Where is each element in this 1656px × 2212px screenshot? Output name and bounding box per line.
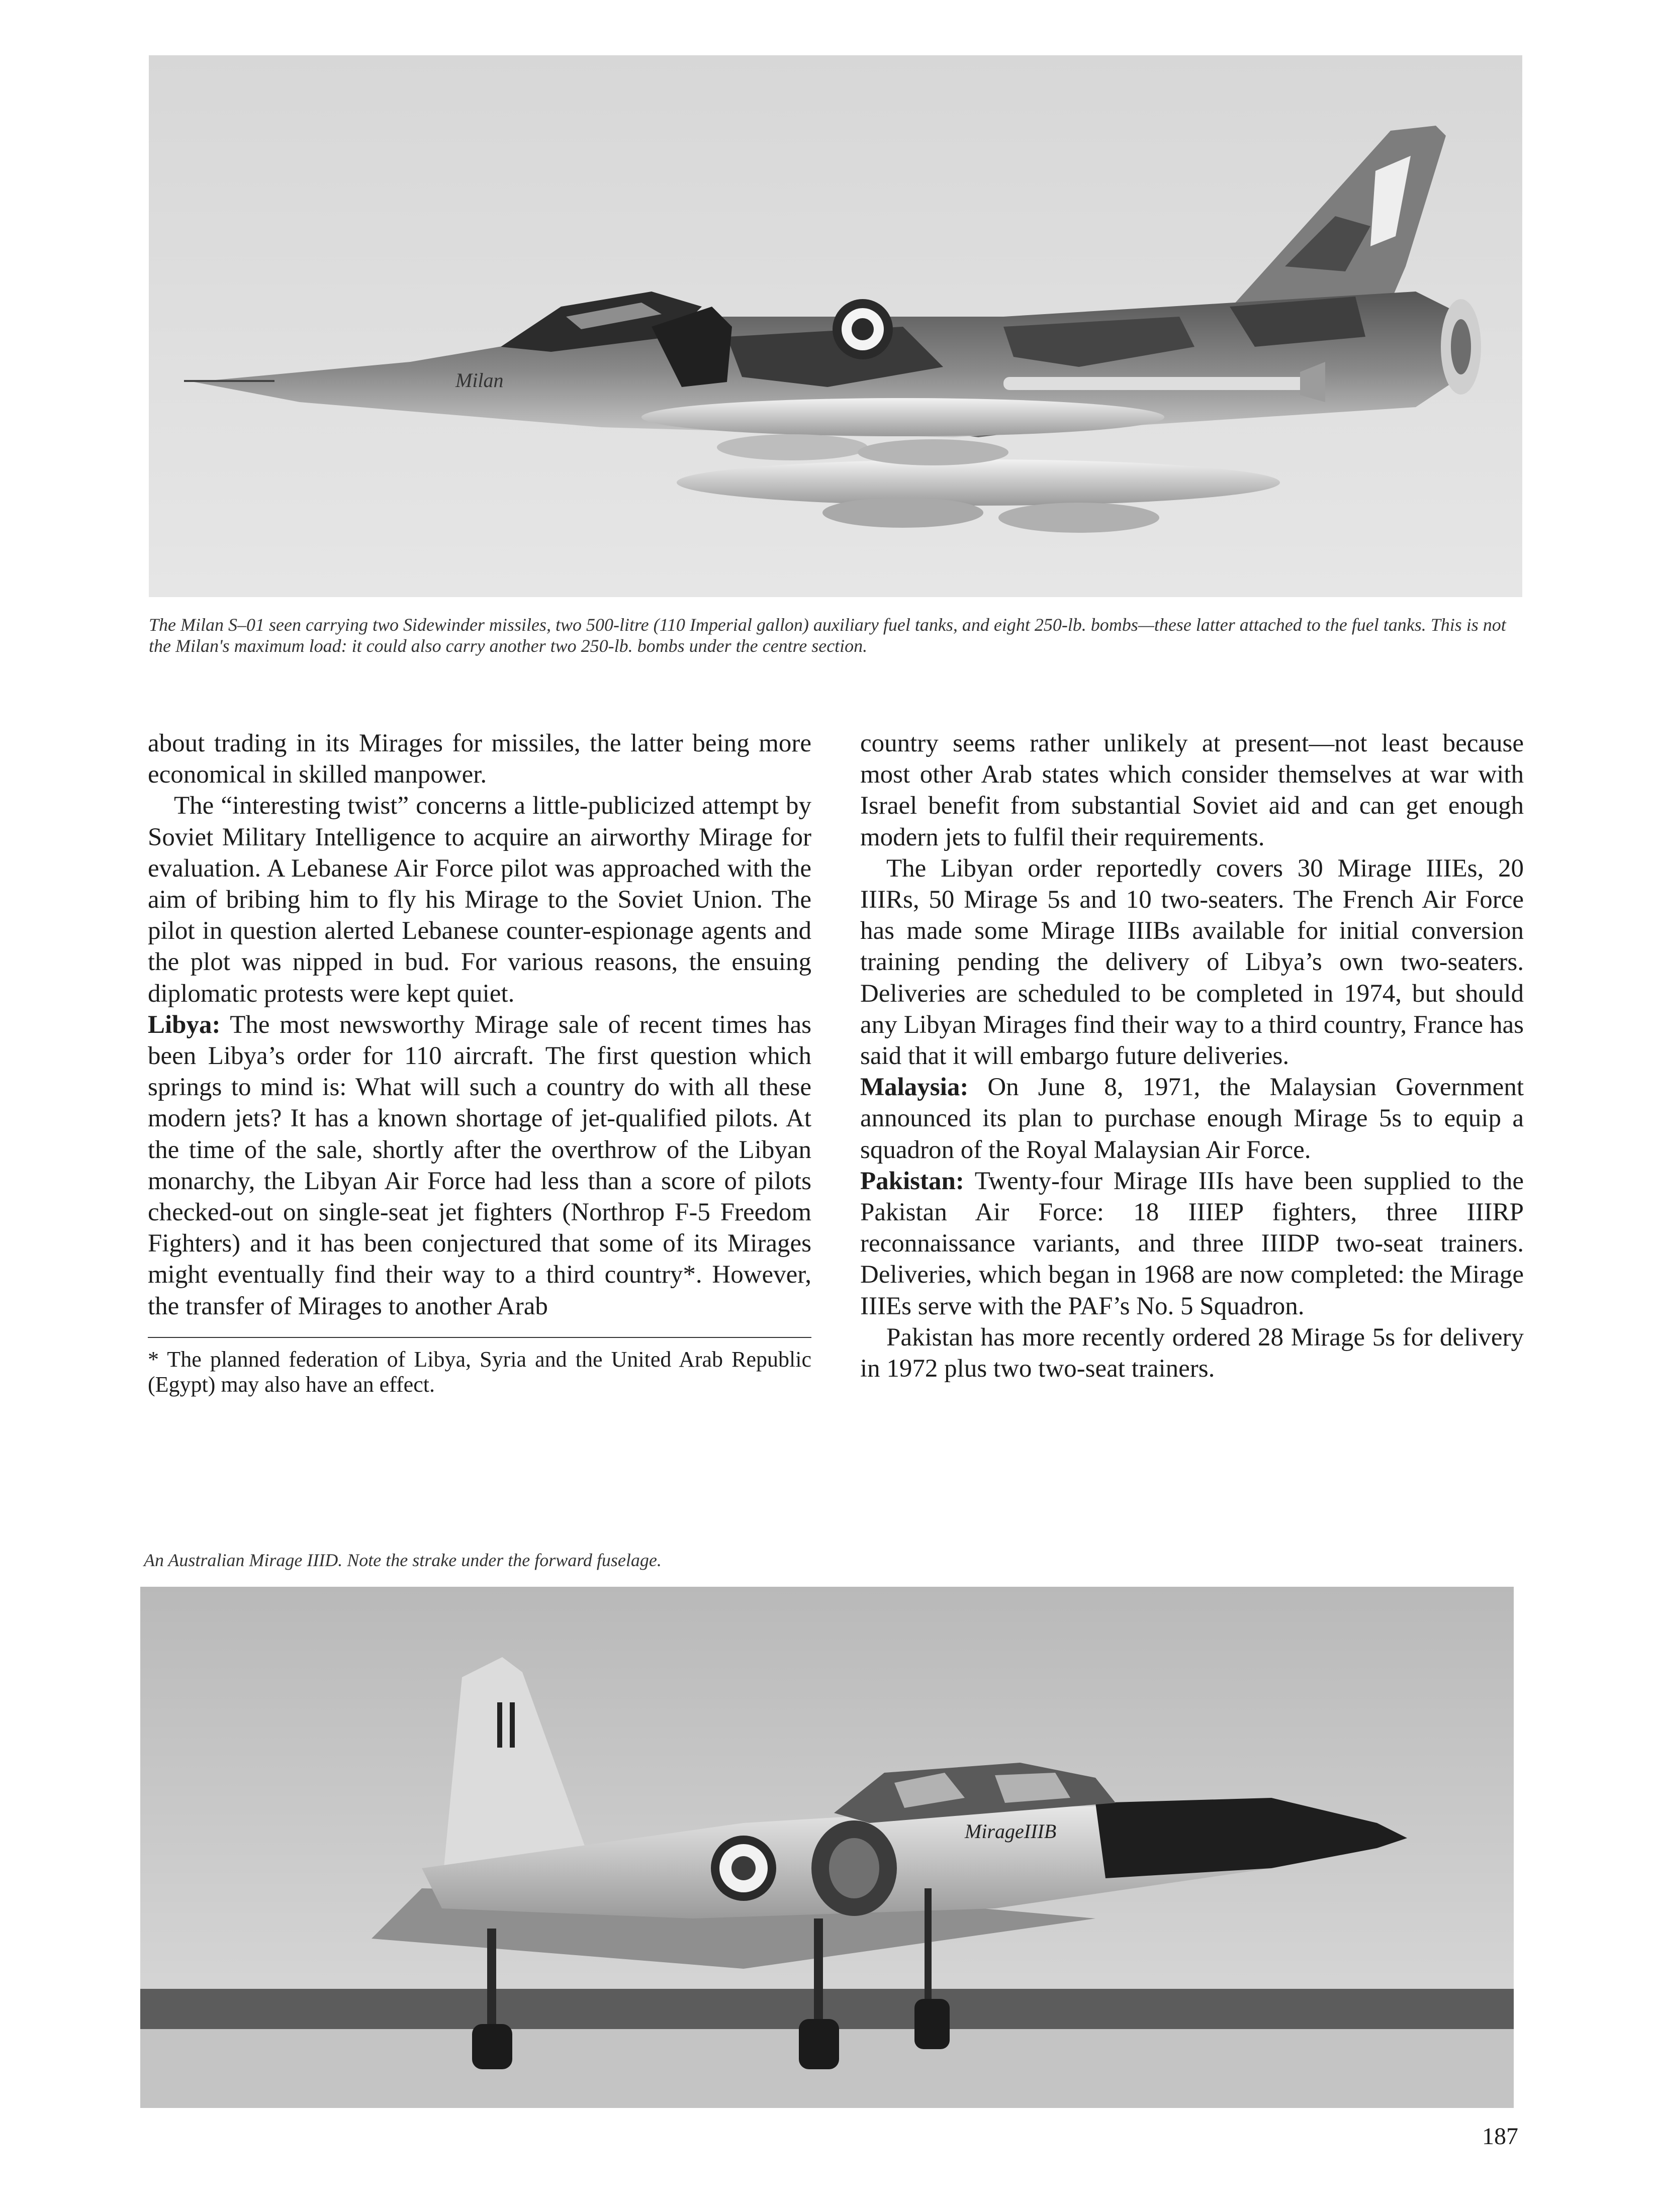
paragraph: about trading in its Mirages for missiles, the latter being more economical in skilled manpower. (148, 729, 811, 789)
paragraph: Pakistan has more recently ordered 28 Mirage 5s for delivery in 1972 plus two two-seat trainers. (860, 1323, 1524, 1383)
paragraph: The “interesting twist” concerns a little-publicized attempt by Soviet Military Intelligence to acquire an airworthy Mirage for evaluation. A Lebanese Air Force pilot was approached with the aim of bribing him to fly his Mirage to the Soviet Union. The pilot in question alerted Lebanese counter-espionage agents and the plot was nipped in bud. For various reasons, the ensuing diplomatic protests were kept quiet. (148, 792, 811, 1008)
paragraph: The Libyan order reportedly covers 30 Mirage IIIEs, 20 IIIRs, 50 Mirage 5s and 10 two-seaters. The French Air Force has made some Mirage IIIBs available for initial conversion training pending the delivery of Libya’s own two-seaters. Deliveries are scheduled to be completed in 1974, but should any Libyan Mirages find their way to a third country, France has said that it will embargo future deliveries. (860, 854, 1524, 1071)
pakistan-section (860, 1166, 1524, 1322)
paragraph: country seems rather unlikely at present—not least because most other Arab states which consider themselves at war with Israel benefit from substantial Soviet aid and can get enough modern jets to fulfil their requirements. (860, 729, 1524, 851)
paragraph-text: On June 8, 1971, the Malaysian Government announced its plan to purchase enough Mirage 5s to equip a squadron of the Royal Malaysian Air Force. (860, 1073, 1524, 1164)
caption-bottom: An Australian Mirage IIID. Note the strake under the forward fuselage. (144, 1550, 662, 1570)
caption-top: The Milan S–01 seen carrying two Sidewinder missiles, two 500-litre (110 Imperial gallon) auxiliary fuel tanks, and eight 250-lb. bombs—these latter attached to the fuel tanks. This is not the Milan's maximum load: it could also carry another two 250-lb. bombs under the centre section. (149, 615, 1506, 656)
footnote-rule (148, 1337, 811, 1338)
page-number: 187 (1482, 2123, 1518, 2150)
mirage-marking: MirageIIIB (965, 1820, 1057, 1843)
run-in-heading: Libya: (148, 1010, 221, 1039)
libya-section (148, 1009, 811, 1322)
right-column (860, 728, 1524, 1384)
footnote: * The planned federation of Libya, Syria and the United Arab Republic (Egypt) may also have an effect. (148, 1347, 811, 1397)
run-in-heading: Pakistan: (860, 1167, 964, 1195)
photo-milan-in-flight (149, 55, 1522, 597)
paragraph-text: Twenty-four Mirage IIIs have been supplied to the Pakistan Air Force: 18 IIIEP fighters, three IIIRP reconnaissance variants, and three IIIDP two-seat trainers. Deliveries, which began in 1968 are now completed: the Mirage IIIEs serve with the PAF’s No. 5 Squadron. (860, 1167, 1524, 1320)
malaysia-section (860, 1072, 1524, 1166)
paragraph-text: The most newsworthy Mirage sale of recent times has been Libya’s order for 110 aircraft. The first question which springs to mind is: What will such a country do with all these modern jets? It has a known shortage of jet-qualified pilots. At the time of the sale, shortly after the overthrow of the Libyan monarchy, the Libyan Air Force had less than a score of pilots checked-out on single-seat jet fighters (Northrop F-5 Freedom Fighters) and it has been conjectured that some of its Mirages might eventually find their way to a third country*. However, the transfer of Mirages to another Arab (148, 1010, 811, 1320)
milan-marking: Milan (455, 369, 504, 392)
photo-australian-mirage (140, 1587, 1514, 2108)
run-in-heading: Malaysia: (860, 1073, 969, 1102)
left-column (148, 728, 811, 1397)
